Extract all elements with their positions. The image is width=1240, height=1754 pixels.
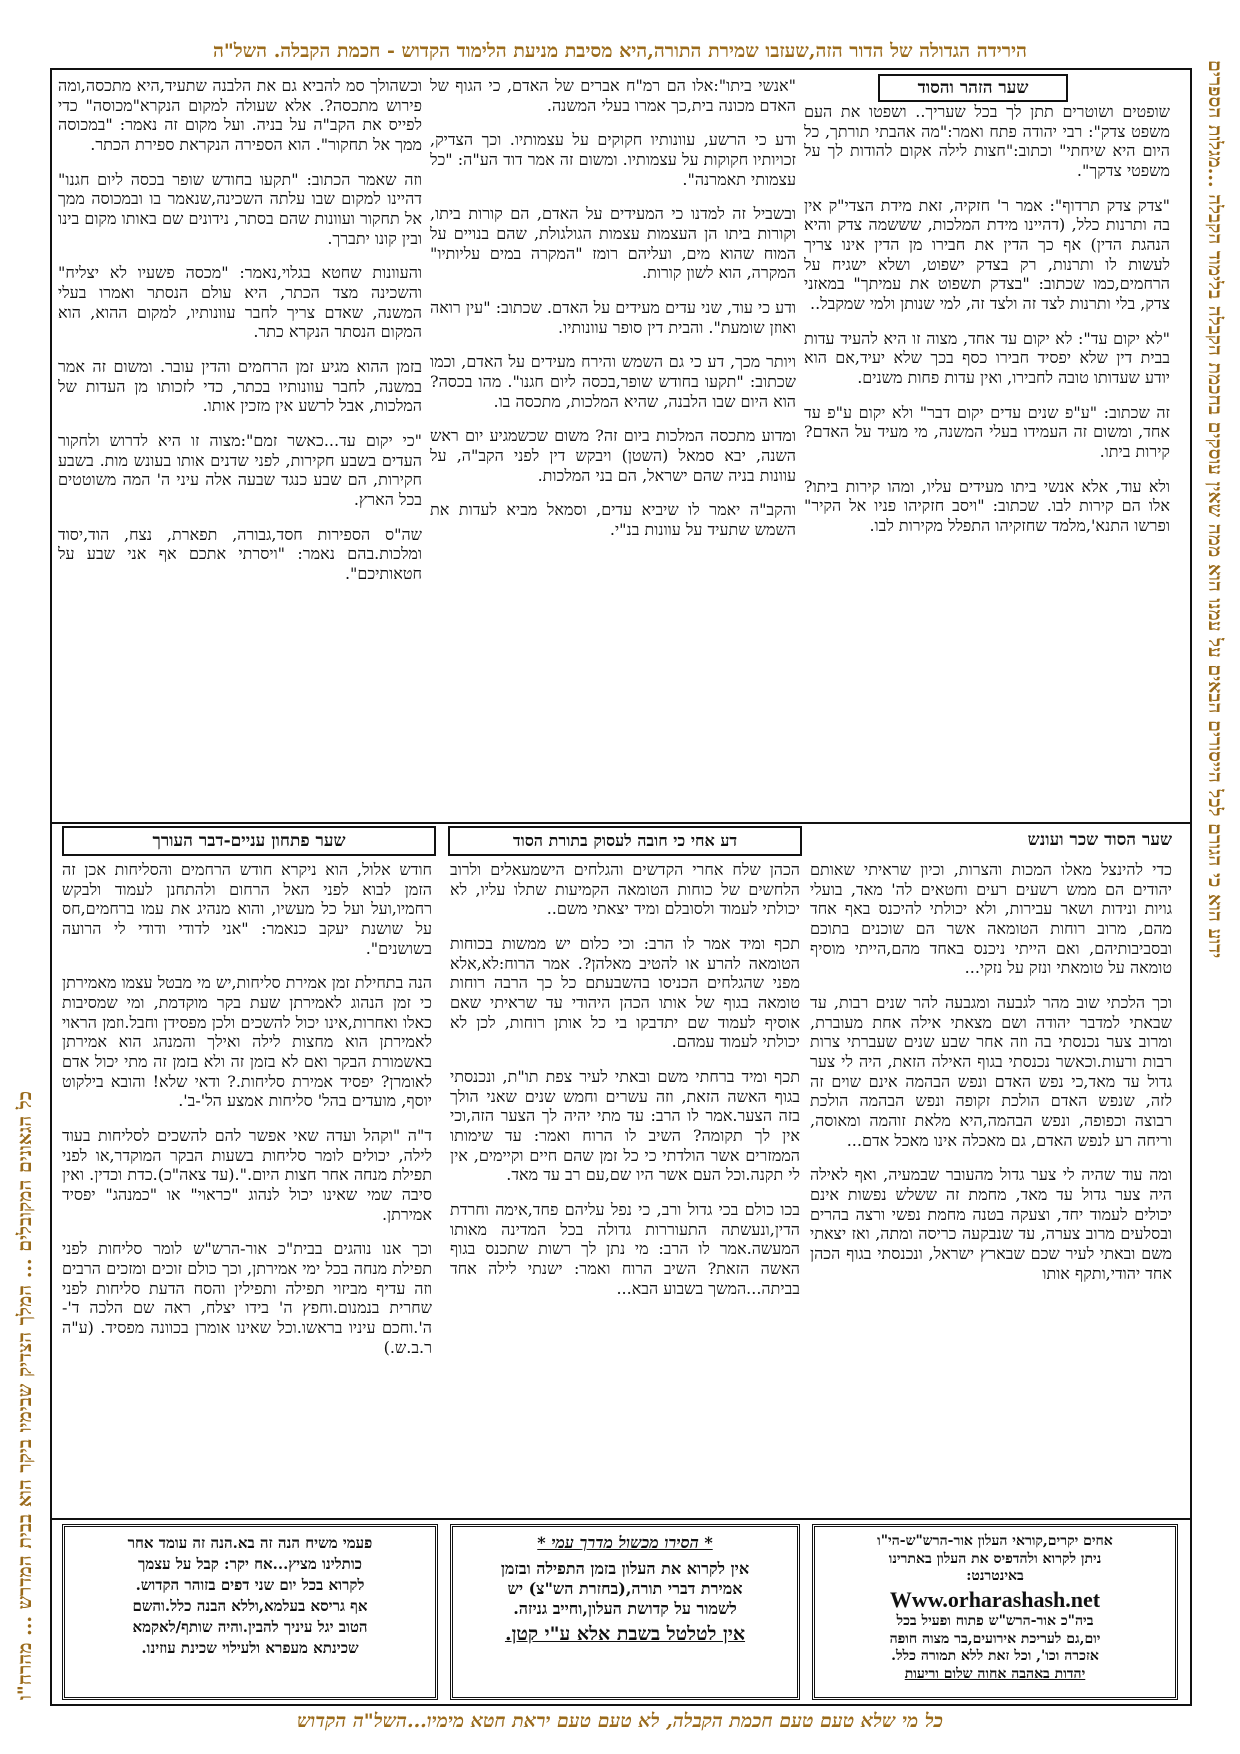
boxes-divider [50,1518,1190,1520]
website-notice-box [812,1524,1178,1700]
zohar-reading-line: אף גריסא בעלמא,וללא הבנה כלל.והשם [132,1597,368,1615]
website-notice-footer: יהדות באהבה אחוה שלום וריעות [904,1665,1086,1682]
paragraph: "צדק צדק תרדוף": אמר ר' חזקיה, זאת מידת הצדי"ק אין בה ותרנות כלל, (דהיינו מידת המלכות, שששמה צדק והיא הנהגת הדין) אף כך הדין את חבירו מן הדין אינו צריך לעשות לו ותרנות, רק בצדק ישפוט, ושלא ישגיח על הרחמים,כמו שכתוב: "בצדק תשפוט את עמיתך" במאזני צדק, בלי ותרנות לצד זה ולצד זה, למי שנותן ולמי שמקבל.. [804,195,1170,314]
paragraph: ומדוע מתכסה המלכות ביום זה? משום שכשמגיע יום ראש השנה, יבא סמאל (השטן) ויבקש דין לפני הקב"ה, על עוונות בניה שהם ישראל, הם בני המלכות. [430,426,796,485]
paragraph: ויותר מכך, דע כי גם השמש והירח מעידים על האדם, וכמו שכתוב: "תקעו בחודש שופר,בכסה ליום חגנו". מהו בכסה? הוא היום שבו הלבנה, שהיא המלכות, מתכסה בו. [430,352,796,411]
website-notice-line: באינטרנט: [966,1568,1024,1584]
paragraph: הכהן שלח אחרי הקדשים והגלחים הישמעאלים ולרוב הלחשים של כוחות הטומאה הקמיעות שתלו עליו, לא יכולתי לעמוד ולסובלם ומיד יצאתי משם.. [450,860,800,919]
paragraph: ד"ה "וקהל ועדה שאי אפשר להם להשכים לסליחות בעוד לילה, יכולים לומר סליחות בשעות הבקר המוקדר,או לפני תפילת מנחה אחר חצות היום.".(עד צאה"כ).כדת וכדין. ואין סיבה שמי שאינו יכול לנהוג "כראוי" או "כמנהג" יפסיד אמירתן. [62,1126,432,1224]
paragraph: ובשביל זה למדנו כי המעידים על האדם, הם קורות ביתו, וקורות ביתו הן העצמות עצמות הגולגולת, שהם בנויים על המוח שהוא מים, ועליהם רומז "המקרה במים עליותיו" המקרה, הוא לשון קורות. [430,204,796,283]
section-heading-reward: שער הסוד שכר ועונש [810,826,1178,854]
website-notice-line: ביה"כ אור-הרש"ש פתוח ופעיל בכל [896,1613,1094,1629]
section-heading-zohar: שער הזהר והסוד [878,74,1068,102]
website-notice-line: אזכרה וכו', וכל זאת ללא תמורה כלל. [891,1648,1099,1664]
section-heading-kabbalah-duty: דע אחי כי חובה לעסוק בתורת הסוד [448,826,802,856]
sanctity-notice-footer: אין לטלטל בשבת אלא ע"י קטן. [504,1623,746,1645]
section-heading-editor: שער פתחון עניים-דבר העורך [62,826,436,856]
column-top-left [58,76,422,802]
left-side-banner: כל הגאונים המקובלים ... המלך הצדיק שבימיו ביקר הוא בבית המדרש ... מהרח"ו [14,1090,36,1700]
paragraph: וכך אנו נוהגים בבית"כ אור-הרש"ש לומר סליחות לפני תפילת מנחה בכל ימי אמירתן, וכך כולם זוכים ומזכים הרבים וזה עדיף מביזוי תפילה ותפילין והסח הדעת סליחות לפני שחרית בנמנום.וחפץ ה' בידו יצלח, ראה שם הלכה ד'-ה'.וחכם עיניו בראשו.וכל שאינו אומרן בכוונה מפסיד. (ע"ה ר.ב.ש.) [62,1239,432,1357]
paragraph: תכף ומיד אמר לו הרב: וכי כלום יש ממשות בכוחות הטומאה להרע או להטיב מאלהן?. אמר הרוח:לא,אלא מפני שהגלחים הכניסו בהשבעתם כל כך הרבה רוחות טומאה בגוף של אותו הכהן היהודי עד שראיתי שאם אוסיף לעמוד שם יתדבקו בי כל אותן רוחות, לכן לא יכולתי לעמוד עמהם. [450,934,800,1052]
paragraph: והקב"ה יאמר לו שיביא עדים, וסמאל מביא לעדות את השמש שתעיד על עוונות בנ"י. [430,500,796,540]
paragraph: שופטים ושוטרים תתן לך בכל שעריך.. ושפטו את העם משפט צדק": רבי יהודה פתח ואמר:"מה אהבתי תורתך, כל היום היא שיחתי" וכתוב:"חצות לילה אקום להודות לך על משפטי צדקך". [804,102,1170,181]
website-notice-line: ניתן לקרוא ולהדפיס את העלון באתרינו [888,1550,1102,1567]
website-link[interactable]: Www.orharashash.net [889,1586,1101,1612]
column-top-middle [430,76,796,802]
paragraph: כדי להינצל מאלו המכות והצרות, וכיון שראיתי שאותם יהודים הם ממש רשעים רעים וחטאים לה' מאד, בועלי גויות ונידות ושאר עבירות, ולא יכולתי להיכנס באף אחד מהם, מרוב רוחות הטומאה אשר הם שוכנים בתוכם ובסביבותיהם, ואם הייתי ניכנס באחד מהם,הייתי מוסיף טומאה על טומאתי ונזק על נזקי... [810,860,1172,978]
paragraph: ודע כי הרשע, עוונותיו חקוקים על עצמותיו. וכך הצדיק, זכויותיו חקוקות על עצמותיו. ומשום זה אמר דוד הע"ה: "כל עצמותי תאמרנה". [430,130,796,189]
paragraph: וזה שאמר הכתוב: "תקעו בחודש שופר בכסה ליום חגנו" דהיינו למקום שבו עלתה השכינה,שנאמר בו ובמכוסה ממך אל תחקור ועוונות שהם בסתר, נידונים שם באותו מקום בינו ובין קונו יתברך. [58,169,422,248]
website-notice-line: יום,גם לעריכת אירועים,בר מצוה חופה [889,1630,1101,1647]
column-bottom-left [62,860,432,1508]
sanctity-notice-line: אמירת דברי תורה,(בחזרת הש"צ) יש [507,1579,743,1598]
paragraph: תכף ומיד ברחתי משם ובאתי לעיר צפת תו"ת, ונכנסתי בגוף האשה הזאת, וזה עשרים וחמש שנים שאני הולך בזה הצער.אמר לו הרב: עד מתי יהיה לך הצער הזה,וכי אין לך תקומה? השיב לו הרוח ואמר: עד שימותו הממזרים אשר הולדתי כי כל זמן שהם חיים וקיימים, אין לי תקנה.וכל העם אשר היו שם,עם רב עד מאד. [450,1067,800,1185]
paragraph: בזמן ההוא מגיע זמן הרחמים והדין עובר. ומשום זה אמר במשנה, לחבר עוונותיו בכתר, כדי לזכותו מן העדות של המלכות, אבל לרשע אין מזכין אותו. [58,357,422,416]
paragraph: בכו כולם בכי גדול ורב, כי נפל עליהם פחד,אימה וחרדת הדין,ונעשתה התעוררות גדולה בכל המדינה מאותו המעשה.אמר לו הרב: מי נתן לך רשות שתכנס בגוף האשה הזאת? השיב הרוח ואמר: ישנתי לילה אחד בביתה...המשך בשבוע הבא... [450,1200,800,1298]
sanctity-notice-title: * הסירו מכשול מדרך עמי * [537,1533,713,1552]
paragraph: וכך הלכתי שוב מהר לגבעה ומגבעה להר שנים רבות, עד שבאתי למדבר יהודה ושם מצאתי אילה אחת מעוברת, ומרוב צער נכנסתי בה וזה אחר שבע שנים שעברתי צרות רבות ורעות.וכאשר נכנסתי בגוף האילה הזאת, היה לי צער גדול עד מאד,כי נפש האדם ונפש הבהמה אינם שוים זה לזה, שנפש האדם הולכת זקופה ונפש הבהמה הולכת רבוצה וכפופה, ונפש הבהמה,היא מלאת זוהמה ומאוסה, וריחה רע לנפש האדם, גם מאכלה אינו מאכל אדם... [810,993,1172,1150]
zohar-reading-line: הטוב יגל עיניך להבין.והיה שותף/לאקמא [132,1618,368,1636]
paragraph: "אנשי ביתו":אלו הם רמ"ח אברים של האדם, כי הגוף של האדם מכונה בית,כך אמרו בעלי המשנה. [430,76,796,115]
paragraph: ולא עוד, אלא אנשי ביתו מעידים עליו, ומהו קירות ביתו? אלו הם קירות לבו. שכתוב: "ויסב חזקיהו פניו אל הקיר" ופרשו התנא',מלמד שחזקיהו התפלל מקירות לבו. [804,476,1170,536]
paragraph: הנה בתחילת זמן אמירת סליחות,יש מי מבטל עצמו מאמירתן כי זמן הנהוג לאמירתן שעת בקר מוקדמת, ומי שמסיבות כאלו ואחרות,אינו יכול להשכים ולכן מפסידן וחבל.וזמן הראוי לאמירתן הוא מחצות לילה ואילך והמנהג הוא אמירתן באשמורת הבקר ואם לא בזמן זה ולא בזמן זה מתי יכול אדם לאומרן? יפסיד אמירת סליחות.? ודאי שלא! והובא בילקוט יוסף, מועדים בהל' סליחות אמצע הל'-ב'. [62,973,432,1111]
column-bottom-middle [450,860,800,1508]
paragraph: וכשהולך סמ להביא גם את הלבנה שתעיד,היא מתכסה,ומה פירוש מתכסה?. אלא שעולה למקום הנקרא"מכוסה" כדי לפייס את הקב"ה על בניה. ועל מקום זה נאמר: "במכוסה ממך אל תחקור". הוא הספירה הנקראת ספירת הכתר. [58,76,422,155]
zohar-reading-line: לקרוא בכל יום שני דפים בזוהר הקדוש. [135,1576,365,1594]
zohar-reading-box [62,1524,438,1700]
paragraph: והעוונות שחטא בגלוי,נאמר: "מכסה פשעיו לא יצליח" והשכינה מצד הכתר, היא עולם הנסתר ואמרו בעלי המשנה, שאדם צריך לחבר עוונותיו, למקום ההוא, הוא המקום הנסתר הנקרא כתר. [58,263,422,342]
zohar-reading-line: שכינתא מעפרא ולעילוי שכינת עוזינו. [141,1639,359,1657]
column-top-right [804,102,1170,802]
section-divider [50,822,1190,824]
paragraph: ודע כי עוד, שני עדים מעידים על האדם. שכתוב: "עין רואה ואוזן שומעת". והבית דין סופר עוונותיו. [430,298,796,337]
paragraph: ומה עוד שהיה לי צער גדול מהעובר שבמעיה, ואף לאילה היה צער גדול עד מאד, מחמת זה ששלש נפשות אינם יכולים לעמוד יחד, וצעקה בטנה מחמת נפשי ורצה בהרים ובסלעים מרוב צערה, עד שנבקעה כריסה ומתה, ואז יצאתי משם ובאתי לעיר שכם שבארץ ישראל, ונכנסתי בגוף הכהן אחד יהודי,ותקף אותו [810,1165,1172,1283]
paragraph: "כי יקום עד...כאשר זמם":מצוה זו היא לדרוש ולחקור העדים בשבע חקירות, לפני שדנים אותו בעונש מות. בשבע חקירות, הם שבע כנגד שבעה אלה עיני ה' המה משוטטים בכל הארץ. [58,431,422,510]
paragraph: חודש אלול, הוא ניקרא חודש הרחמים והסליחות אכן זה הזמן לבוא לפני האל הרחום ולהתחנן לעמוד ולבקש רחמיו,ועל ועל כל מעשיו, והוא מנהיג את עמו ברחמים,חס על שושנת יעקב כנאמר: "אני לדודי ודודי לי הרועה בשושנים". [62,860,432,958]
sanctity-notice-box [450,1524,800,1700]
column-bottom-right [810,860,1172,1508]
right-side-banner: ידוע הוא כי הגורם לכל הייסורים הבאים על עמנו הוא ממה שאין עוסקים בחכמת הקבלה בלימוד הקבלה ...מגלות הספרים [1204,60,1226,959]
paragraph: זה שכתוב: "ע"פ שנים עדים יקום דבר" ולא יקום ע"פ עד אחד, ומשום זה העמידו בעלי המשנה, מי מעיד על האדם? קירות ביתו. [804,402,1170,462]
paragraph: שה"ס הספירות חסד,גבורה, תפארת, נצח, הוד,יסוד ומלכות.בהם נאמר: "ויסרתי אתכם אף אני שבע על חטאותיכם". [58,524,422,584]
top-banner: הירידה הגדולה של הדור הזה,שעזבו שמירת התורה,היא מסיבת מניעת הלימוד הקדוש - חכמת הקבלה. השל"ה [212,40,1027,62]
website-notice-line: אחים יקרים,קוראי העלון אור-הרש"ש-הי"ו [877,1533,1113,1549]
paragraph: "לא יקום עד": לא יקום עד אחד, מצוה זו היא להעיד עדות בבית דין שלא יפסיד חבירו כסף בכך שלא יעיד,אם הוא יודע שעדותו טובה לחבירו, ואין עדות פחות משנים. [804,328,1170,388]
zohar-reading-line: פעמי משיח הנה זה בא.הנה זה עומד אחר [127,1534,373,1552]
bottom-banner: כל מי שלא טעם טעם חכמת הקבלה, לא טעם טעם יראת חטא מימיו...השל"ה הקדוש [296,1710,943,1732]
sanctity-notice-line: אין לקרוא את העלון בזמן התפילה ובזמן [500,1559,750,1578]
sanctity-notice-line: לשמור על קדושת העלון,וחייב גניזה. [513,1599,737,1618]
zohar-reading-line: כותלינו מציץ...אח יקר: קבל על עצמך [137,1555,363,1573]
